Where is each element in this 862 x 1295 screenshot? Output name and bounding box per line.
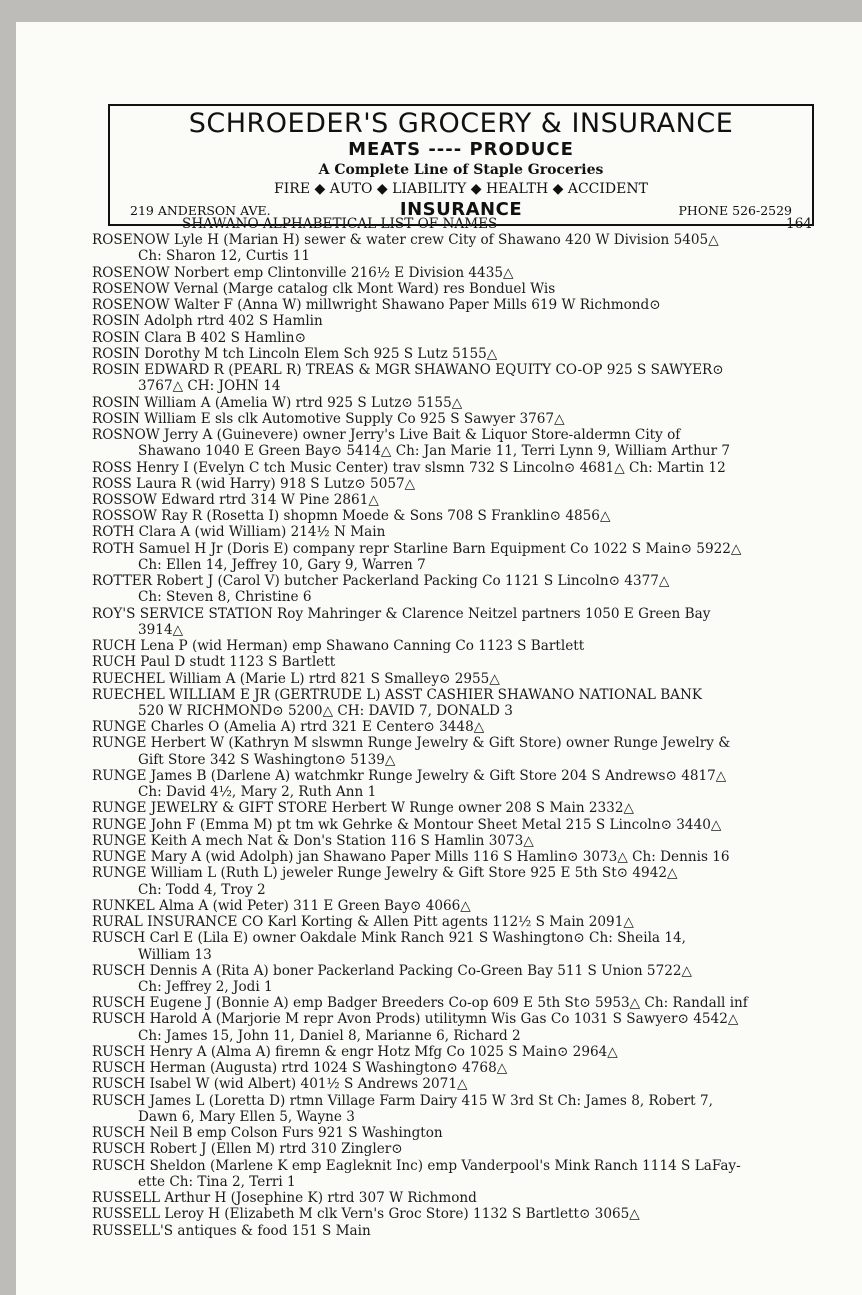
entry-text: RUSCH Dennis A (Rita A) boner Packerland Packing Co-Green Bay 511 S Union 5722△ xyxy=(92,962,692,979)
entry-text: ROTH Clara A (wid William) 214½ N Main xyxy=(92,524,386,541)
list-entry xyxy=(92,476,832,492)
entry-text: RUNGE John F (Emma M) pt tm wk Gehrke & Montour Sheet Metal 215 S Lincoln⊙ 3440△ xyxy=(92,816,722,833)
list-entry xyxy=(92,330,832,346)
page-number: 164 xyxy=(786,216,812,232)
advertisement-box xyxy=(108,104,814,226)
entry-text: ROTTER Robert J (Carol V) butcher Packerland Packing Co 1121 S Lincoln⊙ 4377△ xyxy=(92,573,670,590)
entry-text: ROTH Samuel H Jr (Doris E) company repr Starline Barn Equipment Co 1022 S Main⊙ 5922△ xyxy=(92,540,742,557)
entry-text: RUSCH James L (Loretta D) rtmn Village Farm Dairy 415 W 3rd St Ch: James 8, Robert 7, xyxy=(92,1092,713,1109)
entry-text: ROSS Henry I (Evelyn C tch Music Center) trav slsmn 732 S Lincoln⊙ 4681△ Ch: Martin 12 xyxy=(92,459,726,476)
list-entry xyxy=(92,1223,832,1239)
entry-continuation: Ch: Jeffrey 2, Jodi 1 xyxy=(138,979,273,995)
entry-text: RUSSELL'S antiques & food 151 S Main xyxy=(92,1222,371,1239)
entry-text: ROSS Laura R (wid Harry) 918 S Lutz⊙ 5057△ xyxy=(92,475,416,492)
entry-continuation: Ch: Todd 4, Troy 2 xyxy=(138,881,266,898)
entry-text: RUNKEL Alma A (wid Peter) 311 E Green Bay⊙ 4066△ xyxy=(92,897,471,914)
entry-text: RUSCH Harold A (Marjorie M repr Avon Prods) utilitymn Wis Gas Co 1031 S Sawyer⊙ 4542△ xyxy=(92,1011,739,1028)
list-entry xyxy=(92,362,832,394)
list-entry xyxy=(92,833,832,849)
entry-text: RUECHEL William A (Marie L) rtrd 821 S Smalley⊙ 2955△ xyxy=(92,670,500,687)
list-entry xyxy=(92,898,832,914)
ad-address: 219 ANDERSON AVE. xyxy=(130,203,271,218)
entry-continuation: Ch: James 15, John 11, Daniel 8, Marianne 6, Richard 2 xyxy=(138,1027,521,1044)
list-entry xyxy=(92,687,832,719)
entry-text: ROSSOW Edward rtrd 314 W Pine 2861△ xyxy=(92,491,379,508)
list-title: SHAWANO ALPHABETICAL LIST OF NAMES xyxy=(182,216,498,232)
entry-text: RUNGE Herbert W (Kathryn M slswmn Runge Jewelry & Gift Store) owner Runge Jewelry & xyxy=(92,735,731,752)
list-entry xyxy=(92,865,832,897)
list-entry xyxy=(92,671,832,687)
entry-text: ROY'S SERVICE STATION Roy Mahringer & Clarence Neitzel partners 1050 E Green Bay xyxy=(92,605,711,622)
list-entry xyxy=(92,297,832,313)
list-entry xyxy=(92,1158,832,1190)
entry-text: RUSCH Isabel W (wid Albert) 401½ S Andrews 2071△ xyxy=(92,1076,468,1093)
entry-text: RUSSELL Arthur H (Josephine K) rtrd 307 W Richmond xyxy=(92,1190,477,1207)
list-entry xyxy=(92,606,832,638)
entry-text: ROSIN EDWARD R (PEARL R) TREAS & MGR SHAWANO EQUITY CO-OP 925 S SAWYER⊙ xyxy=(92,362,724,379)
entry-text: RUCH Lena P (wid Herman) emp Shawano Canning Co 1123 S Bartlett xyxy=(92,638,585,655)
entry-text: ROSIN William A (Amelia W) rtrd 925 S Lutz⊙ 5155△ xyxy=(92,394,463,411)
entry-text: RUECHEL WILLIAM E JR (GERTRUDE L) ASST CASHIER SHAWANO NATIONAL BANK xyxy=(92,686,703,703)
entry-text: RUCH Paul D studt 1123 S Bartlett xyxy=(92,654,336,671)
list-entry xyxy=(92,232,832,264)
names-list xyxy=(92,216,832,1239)
list-entry xyxy=(92,508,832,524)
entry-continuation: Ch: David 4½, Mary 2, Ruth Ann 1 xyxy=(138,784,377,801)
list-entry xyxy=(92,1044,832,1060)
list-entry xyxy=(92,1190,832,1206)
list-entry xyxy=(92,573,832,605)
entry-text: RURAL INSURANCE CO Karl Korting & Allen Pitt agents 112½ S Main 2091△ xyxy=(92,914,634,931)
entry-continuation: Ch: Ellen 14, Jeffrey 10, Gary 9, Warren 7 xyxy=(138,556,426,573)
entry-text: RUSCH Robert J (Ellen M) rtrd 310 Zingler⊙ xyxy=(92,1141,403,1158)
entry-continuation: William 13 xyxy=(138,946,212,963)
list-entry xyxy=(92,427,832,459)
entry-text: RUSSELL Leroy H (Elizabeth M clk Vern's Groc Store) 1132 S Bartlett⊙ 3065△ xyxy=(92,1206,640,1223)
entry-text: RUNGE Mary A (wid Adolph) jan Shawano Paper Mills 116 S Hamlin⊙ 3073△ Ch: Dennis 16 xyxy=(92,849,730,866)
entry-text: RUNGE James B (Darlene A) watchmkr Runge Jewelry & Gift Store 204 S Andrews⊙ 4817△ xyxy=(92,767,727,784)
entry-text: ROSENOW Vernal (Marge catalog clk Mont Ward) res Bonduel Wis xyxy=(92,280,556,297)
entry-text: RUSCH Sheldon (Marlene K emp Eagleknit Inc) emp Vanderpool's Mink Ranch 1114 S LaFay- xyxy=(92,1157,741,1174)
entry-continuation: Shawano 1040 E Green Bay⊙ 5414△ Ch: Jan Marie 11, Terri Lynn 9, William Arthur 7 xyxy=(138,443,731,460)
entry-text: ROSIN William E sls clk Automotive Supply Co 925 S Sawyer 3767△ xyxy=(92,410,565,427)
list-entry xyxy=(92,654,832,670)
list-entry xyxy=(92,849,832,865)
list-entry xyxy=(92,1206,832,1222)
list-header xyxy=(92,216,812,232)
list-entry xyxy=(92,719,832,735)
entry-text: ROSIN Dorothy M tch Lincoln Elem Sch 925 S Lutz 5155△ xyxy=(92,345,498,362)
entry-text: ROSIN Adolph rtrd 402 S Hamlin xyxy=(92,313,323,330)
entry-continuation: ette Ch: Tina 2, Terri 1 xyxy=(138,1173,296,1190)
list-entry xyxy=(92,1141,832,1157)
list-entry xyxy=(92,1125,832,1141)
list-entry xyxy=(92,411,832,427)
ad-subtitle: MEATS ---- PRODUCE xyxy=(348,139,574,160)
entry-continuation: 3914△ xyxy=(138,621,184,638)
ad-tagline: A Complete Line of Staple Groceries xyxy=(318,162,604,178)
entry-text: RUSCH Eugene J (Bonnie A) emp Badger Breeders Co-op 609 E 5th St⊙ 5953△ Ch: Randall inf xyxy=(92,995,748,1012)
entry-text: RUSCH Henry A (Alma A) firemn & engr Hotz Mfg Co 1025 S Main⊙ 2964△ xyxy=(92,1043,618,1060)
list-entry xyxy=(92,995,832,1011)
entry-continuation: 3767△ CH: JOHN 14 xyxy=(138,378,281,395)
list-entry xyxy=(92,930,832,962)
list-entry xyxy=(92,735,832,767)
list-entry xyxy=(92,768,832,800)
entry-text: RUSCH Herman (Augusta) rtrd 1024 S Washington⊙ 4768△ xyxy=(92,1060,508,1077)
ad-phone: PHONE 526-2529 xyxy=(678,203,793,218)
ad-insurance: INSURANCE xyxy=(399,199,523,220)
entry-text: RUNGE JEWELRY & GIFT STORE Herbert W Runge owner 208 S Main 2332△ xyxy=(92,800,634,817)
entry-text: ROSENOW Norbert emp Clintonville 216½ E Division 4435△ xyxy=(92,264,514,281)
list-entry xyxy=(92,313,832,329)
list-entry xyxy=(92,492,832,508)
entry-text: ROSENOW Lyle H (Marian H) sewer & water crew City of Shawano 420 W Division 5405△ xyxy=(92,232,719,249)
list-entry xyxy=(92,914,832,930)
list-entry xyxy=(92,638,832,654)
list-entry xyxy=(92,346,832,362)
entry-text: ROSNOW Jerry A (Guinevere) owner Jerry's Live Bait & Liquor Store-aldermn City of xyxy=(92,427,681,444)
entry-continuation: 520 W RICHMOND⊙ 5200△ CH: DAVID 7, DONALD 3 xyxy=(138,703,513,720)
entry-text: RUSCH Neil B emp Colson Furs 921 S Washington xyxy=(92,1125,443,1142)
list-entry xyxy=(92,1011,832,1043)
list-entry xyxy=(92,541,832,573)
entry-continuation: Dawn 6, Mary Ellen 5, Wayne 3 xyxy=(138,1108,355,1125)
entries xyxy=(92,232,832,1239)
list-entry xyxy=(92,800,832,816)
entry-continuation: Ch: Steven 8, Christine 6 xyxy=(138,589,312,606)
list-entry xyxy=(92,1060,832,1076)
list-entry xyxy=(92,395,832,411)
entry-text: ROSIN Clara B 402 S Hamlin⊙ xyxy=(92,329,306,346)
entry-continuation: Ch: Sharon 12, Curtis 11 xyxy=(138,248,310,265)
entry-text: RUNGE Charles O (Amelia A) rtrd 321 E Center⊙ 3448△ xyxy=(92,719,485,736)
entry-text: ROSENOW Walter F (Anna W) millwright Shawano Paper Mills 619 W Richmond⊙ xyxy=(92,297,661,314)
list-entry xyxy=(92,1093,832,1125)
ad-title: SCHROEDER'S GROCERY & INSURANCE xyxy=(188,108,734,139)
entry-continuation: Gift Store 342 S Washington⊙ 5139△ xyxy=(138,751,396,768)
list-entry xyxy=(92,524,832,540)
list-entry xyxy=(92,460,832,476)
entry-text: ROSSOW Ray R (Rosetta I) shopmn Moede & Sons 708 S Franklin⊙ 4856△ xyxy=(92,508,611,525)
entry-text: RUNGE Keith A mech Nat & Don's Station 116 S Hamlin 3073△ xyxy=(92,832,534,849)
list-entry xyxy=(92,265,832,281)
entry-text: RUNGE William L (Ruth L) jeweler Runge Jewelry & Gift Store 925 E 5th St⊙ 4942△ xyxy=(92,865,678,882)
ad-coverage: FIRE ◆ AUTO ◆ LIABILITY ◆ HEALTH ◆ ACCIDENT xyxy=(274,181,648,197)
list-entry xyxy=(92,1076,832,1092)
list-entry xyxy=(92,281,832,297)
list-entry xyxy=(92,963,832,995)
list-entry xyxy=(92,817,832,833)
entry-text: RUSCH Carl E (Lila E) owner Oakdale Mink Ranch 921 S Washington⊙ Ch: Sheila 14, xyxy=(92,930,686,947)
